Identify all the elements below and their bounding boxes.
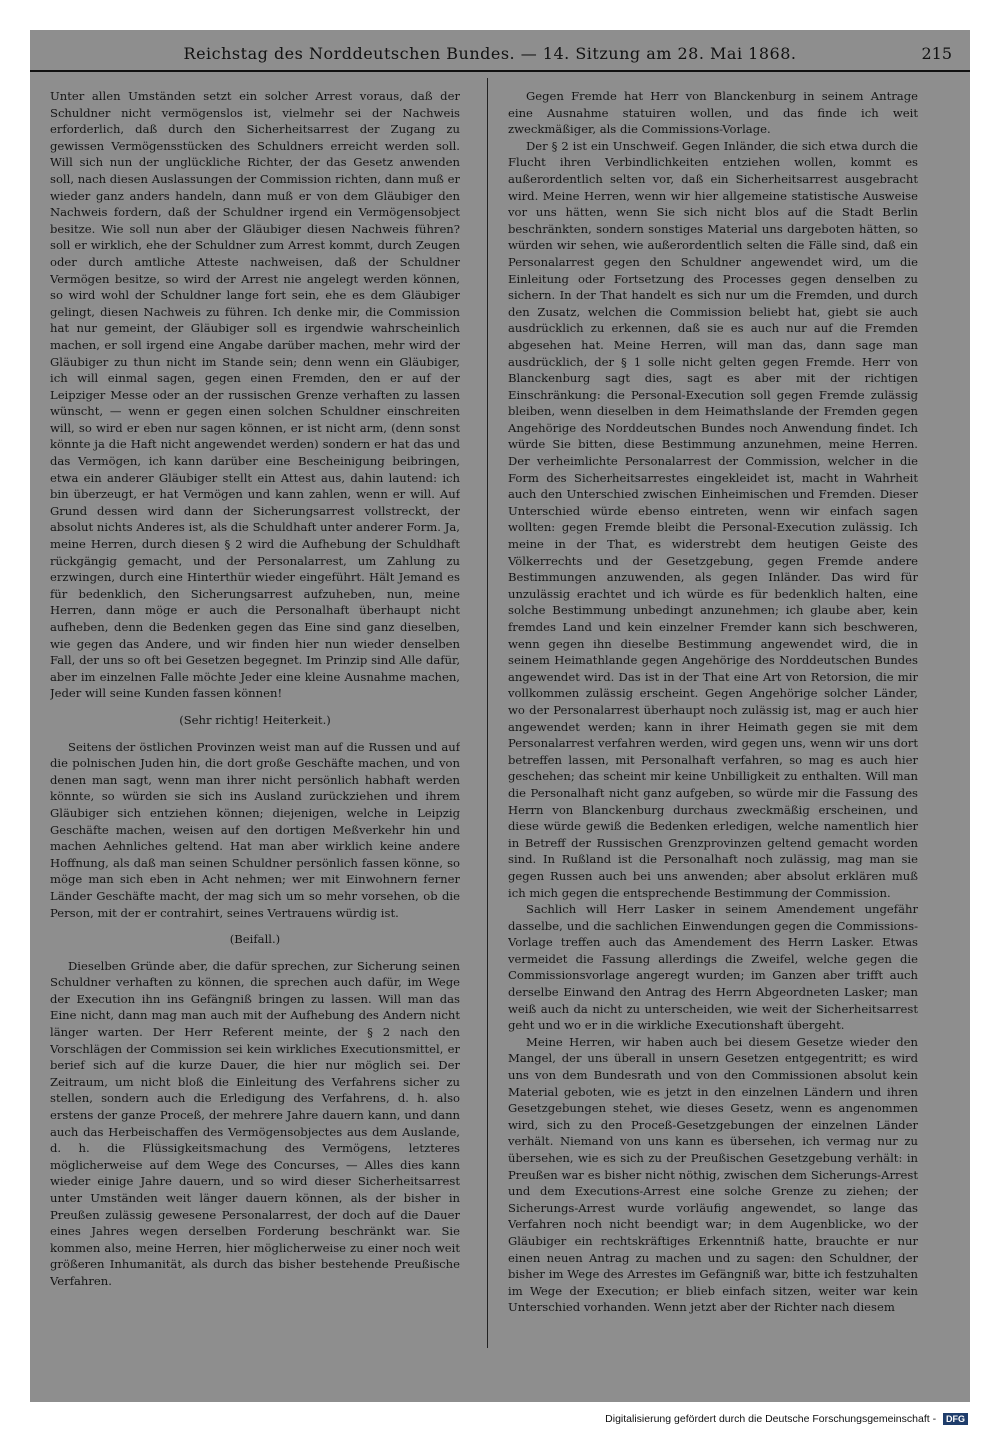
- right-column: [508, 88, 918, 1388]
- interjection: (Sehr richtig! Heiterkeit.): [179, 712, 331, 727]
- page-number: 215: [921, 44, 952, 63]
- page-header: [30, 30, 970, 72]
- paragraph: Gegen Fremde hat Herr von Blanckenburg in seinem Antrage eine Ausnahme statuiren wollen, und das finde ich weit zweckmäßiger, als die Commissions-Vorlage.: [508, 89, 918, 137]
- running-title: Reichstag des Norddeutschen Bundes. — 14. Sitzung am 28. Mai 1868.: [183, 44, 797, 63]
- paragraph: Sachlich will Herr Lasker in seinem Amendement ungefähr dasselbe, und die sachlichen Einwendungen gegen die Commissions-Vorlage treffen auch das Amendement des Herrn Lasker. Etwas vermeidet die Fassung allerdings die Zweifel, welche gegen die Commissionsvorlage angeregt wurden; im Ganzen aber trifft auch derselbe Einwand den Antrag des Herrn Abgeordneten Lasker; man weiß auch da nicht zu unterscheiden, wie weit der Sicherheitsarrest geht und wo er in die wirkliche Executionshaft übergeht.: [508, 902, 918, 1033]
- dfg-logo: DFG: [943, 1413, 968, 1425]
- footer-text: Digitalisierung gefördert durch die Deutsche Forschungsgemeinschaft -: [605, 1413, 937, 1425]
- paragraph: Meine Herren, wir haben auch bei diesem Gesetze wieder den Mangel, der uns überall in unsern Gesetzen entgegentritt; es wird uns von dem Bundesrath und von den Commissionen absolut kein Material geboten, wie es jetzt in den einzelnen Ländern und ihren Gesetzgebungen stehet, wie dieses Gesetz, wenn es angenommen wird, sich zu den Proceß-Gesetzgebungen der einzelnen Länder verhält. Niemand von uns kann es übersehen, ich vermag nur zu übersehen, wie es sich zu der Preußischen Gesetzgebung verhält: in Preußen war es bisher nicht nöthig, zwischen dem Sicherungs-Arrest und dem Executions-Arrest eine solche Grenze zu ziehen; der Sicherungs-Arrest wurde vorläufig angewendet, so lange das Verfahren noch nicht beendigt war; in dem Augenblicke, wo der Gläubiger ein rechtskräftiges Erkenntniß hatte, brauchte er nur einen neuen Antrag zu machen und zu sagen: den Schuldner, der bisher im Wege des Arrestes im Gefängniß war, bitte ich festzuhalten im Wege der Execution; er blieb einfach sitzen, weiter war kein Unterschied vorhanden. Wenn jetzt aber der Richter nach diesem: [508, 1034, 918, 1315]
- paragraph: Seitens der östlichen Provinzen weist man auf die Russen und auf die polnischen Juden hin, die dort große Geschäfte machen, und von denen man sagt, wenn man ihrer nicht persönlich habhaft werden könnte, so würden sie sich ins Ausland zurückziehen und ihrem Gläubiger sich entziehen können; diejenigen, welche in Leipzig Geschäfte machen, weisen auf den dortigen Meßverkehr hin und machen Aehnliches geltend. Hat man aber wirklich keine andere Hoffnung, als daß man seinen Schuldner persönlich fassen könne, so möge man sich eben in Acht nehmen; wer mit Einwohnern ferner Länder Geschäfte macht, der mag sich um so mehr vorsehen, ob die Person, mit der er contrahirt, seines Vertrauens würdig ist.: [50, 739, 460, 920]
- interjection: (Beifall.): [229, 932, 281, 947]
- left-column: [50, 88, 460, 1388]
- paragraph: Der § 2 ist ein Unschweif. Gegen Inländer, die sich etwa durch die Flucht ihren Verbindlichkeiten entziehen wollen, kommt es außerordentlich selten vor, daß ein Sicherheitsarrest ausgebracht wird. Meine Herren, wenn wir hier allgemeine statistische Ausweise vor uns hätten, wenn Sie sich nicht blos auf die Stadt Berlin beschränkten, sondern sonstiges Material uns dargeboten hätten, so würden wir sehen, wie außerordentlich selten die Fälle sind, daß ein Personalarrest gegen den Schuldner angewendet wird, um die Einleitung oder Fortsetzung des Processes gegen denselben zu sichern. In der That handelt es sich nur um die Fremden, und durch den Zusatz, welchen die Commission beliebt hat, giebt sie auch ausdrücklich zu erkennen, daß sie es auch nur auf die Fremden abgesehen hat. Meine Herren, will man das, dann sage man ausdrücklich, der § 1 solle nicht gelten gegen Fremde. Herr von Blanckenburg sagt dies, sagt es aber mit der richtigen Einschränkung: die Personal-Execution soll gegen Fremde zulässig bleiben, wenn dieselben in dem Heimathslande der Fremden gegen Angehörige des Norddeutschen Bundes noch Anwendung findet. Ich würde Sie bitten, diese Bestimmung anzunehmen, meine Herren. Der verheimlichte Personalarrest der Commission, welcher in die Form des Sicherheitsarrestes eingekleidet ist, macht in Wahrheit auch den Unterschied zwischen Einheimischen und Fremden. Dieser Unterschied würde ebenso eintreten, wenn wir einfach sagen wollten: gegen Fremde bleibt die Personal-Execution zulässig. Ich meine in der That, es widerstrebt dem heutigen Geiste des Völkerrechts und der Gesetzgebung, gegen Fremde andere Bestimmungen anzuwenden, als gegen Inländer. Das wird für unzulässig erachtet und ich würde es für bedenklich halten, eine solche Bestimmung unbedingt anzunehmen; ich glaube aber, kein fremdes Land und kein einzelner Fremder kann sich beschweren, wenn gegen ihn dieselbe Bestimmung angewendet wird, die in seinem Heimathlande gegen Angehörige des Norddeutschen Bundes angewendet wird. Das ist in der That eine Art von Retorsion, die mir vollkommen zulässig erscheint. Gegen Angehörige solcher Länder, wo der Personalarrest überhaupt noch zulässig ist, mag er auch hier angewendet werden; kann in ihrer Heimath gegen sie mit dem Personalarrest verfahren werden, wird gegen uns, wenn wir uns dort betreffen lassen, mit Personalhaft verfahren, so mag es auch hier geschehen; das scheint mir keine Unbilligkeit zu enthalten. Will man die Personalhaft nicht ganz aufgeben, so würde mir die Fassung des Herrn von Blanckenburg durchaus zweckmäßig erscheinen, und diese würde gewiß die Bedenken erledigen, welche namentlich hier in Betreff der Russischen Grenzprovinzen geltend gemacht worden sind. In Rußland ist die Personalhaft noch zulässig, mag man sie gegen Russen auch bei uns anwenden; aber absolut erklären muß ich mich gegen die entsprechende Bestimmung der Commission.: [508, 138, 918, 900]
- funding-footer: [605, 1413, 968, 1425]
- scanned-page: [30, 30, 970, 1402]
- paragraph: Unter allen Umständen setzt ein solcher Arrest voraus, daß der Schuldner nicht vermögenslos ist, vielmehr sei der Nachweis erforderlich, daß durch den Sicherheitsarrest der Zugang zu gewissen Vermögensstücken des Schuldners erreicht werden soll. Will sich nun der unglückliche Richter, der das Gesetz anwenden soll, nach diesen Auslassungen der Commission richten, dann muß er wieder ganz anders handeln, dann muß er von dem Gläubiger den Nachweis fordern, daß der Schuldner irgend ein Vermögensobject besitze. Wie soll nun aber der Gläubiger diesen Nachweis führen? soll er wirklich, ehe der Schuldner zum Arrest kommt, durch Zeugen oder durch amtliche Atteste nachweisen, daß der Schuldner Vermögen besitze, so wird der Arrest nie angelegt werden können, so wird wohl der Schuldner lange fort sein, ehe es dem Gläubiger gelingt, diesen Nachweis zu führen. Ich denke mir, die Commission hat nur gemeint, der Gläubiger soll es irgendwie wahrscheinlich machen, er soll irgend eine Angabe darüber machen, mehr wird der Gläubiger zu thun nicht im Stande sein; denn wenn ein Gläubiger, ich will einmal sagen, gegen einen Fremden, den er auf der Leipziger Messe oder an der russischen Grenze verhaften zu lassen wünscht, — wenn er gegen einen solchen Schuldner einschreiten will, so wird er eben nur sagen können, er ist nicht arm, (denn sonst könnte ja die Haft nicht angewendet werden) sondern er hat das und das Vermögen, ich kann darüber eine Bescheinigung beibringen, etwa ein anderer Gläubiger stellt ein Attest aus, dahin lautend: ich bin überzeugt, er hat Vermögen und kann zahlen, wenn er will. Auf Grund dessen wird dann der Sicherungsarrest vollstreckt, der absolut nichts Anderes ist, als die Schuldhaft unter anderer Form. Ja, meine Herren, durch diesen § 2 wird die Aufhebung der Schuldhaft rückgängig gemacht, und der Personalarrest, um Zahlung zu erzwingen, durch eine Hinterthür wieder eingeführt. Hält Jemand es für bedenklich, den Sicherungsarrest aufzuheben, nun, meine Herren, dann möge er auch die Personalhaft überhaupt nicht aufheben, denn die Bedenken gegen das Eine sind ganz dieselben, wie gegen das Andere, und wir finden hier nun wieder denselben Fall, der uns so oft bei Gesetzen begegnet. Im Prinzip sind Alle dafür, aber im einzelnen Falle möchte Jeder eine kleine Ausnahme machen, Jeder will seine Kunden fassen können!: [50, 89, 460, 701]
- paragraph: Dieselben Gründe aber, die dafür sprechen, zur Sicherung seinen Schuldner verhaften zu können, die sprechen auch dafür, im Wege der Execution ihn ins Gefängniß bringen zu lassen. Will man das Eine nicht, dann mag man auch mit der Aufhebung des Andern nicht länger warten. Der Herr Referent meinte, der § 2 nach den Vorschlägen der Commission sei kein wirkliches Executionsmittel, er berief sich auf die kurze Dauer, die hier nur möglich sei. Der Zeitraum, um nicht bloß die Einleitung des Verfahrens sicher zu stellen, sondern auch die Erledigung des Verfahrens, d. h. also erstens der ganze Proceß, der mehrere Jahre dauern kann, und dann auch das Herbeischaffen des Vermögensobjectes aus dem Auslande, d. h. die Flüssigkeitsmachung des Vermögens, letzteres möglicherweise auf dem Wege des Concurses, — Alles dies kann wieder einige Jahre dauern, und so wird dieser Sicherheitsarrest unter Umständen weit länger dauern können, als der bisher in Preußen zulässig gewesene Personalarrest, der doch auf die Dauer eines Jahres wegen derselben Forderung beschränkt war. Sie kommen also, meine Herren, hier möglicherweise zu einer noch weit größeren Inhumanität, als durch das bisher bestehende Preußische Verfahren.: [50, 958, 460, 1288]
- column-divider: [487, 78, 488, 1348]
